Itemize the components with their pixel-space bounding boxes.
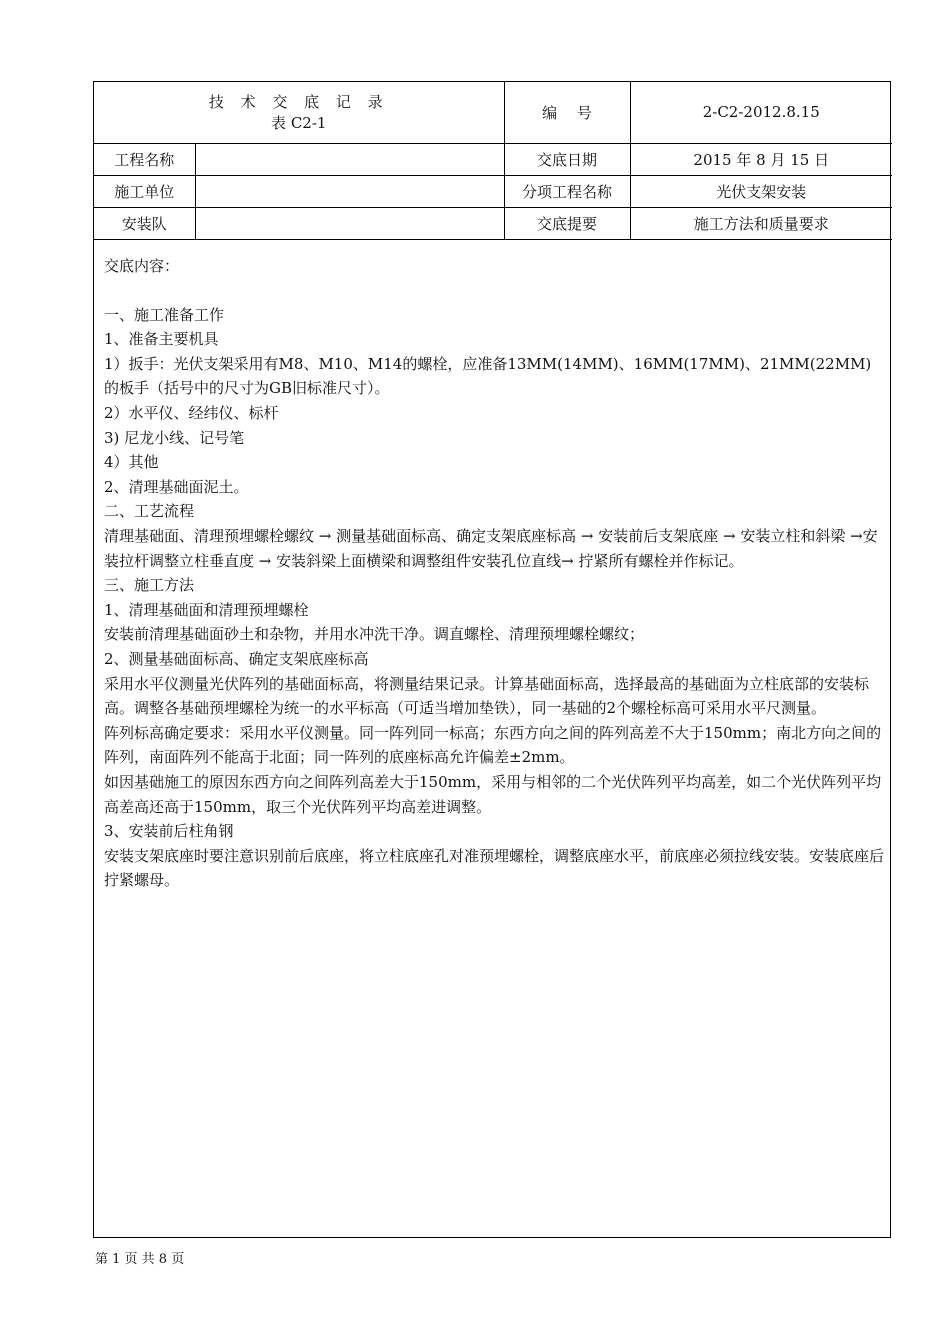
disclosure-content	[94, 240, 890, 893]
content-line: 4）其他	[104, 453, 159, 472]
summary-value: 施工方法和质量要求	[630, 207, 892, 239]
page-footer: 第 1 页 共 8 页	[95, 1252, 185, 1267]
header-table	[94, 82, 892, 240]
content-line: 2、测量基础面标高、确定支架底座标高	[104, 650, 369, 668]
content-line: 清理基础面、清理预埋螺栓螺纹 → 测量基础面标高、确定支架底座标高 → 安装前后支架底座 → 安装立柱和斜梁 →安装拉杆调整立柱垂直度 → 安装斜梁上面横梁和调整组件安装孔位直线→ 拧紧所有螺栓并作标记。	[104, 527, 878, 570]
construction-unit-label: 施工单位	[94, 175, 195, 207]
construction-unit-value	[195, 175, 504, 207]
content-line: 如因基础施工的原因东西方向之间阵列高差大于150mm，采用与相邻的二个光伏阵列平均高差，如二个光伏阵列平均高差高还高于150mm，取三个光伏阵列平均高差进调整。	[104, 772, 882, 816]
content-line: 安装前清理基础面砂土和杂物，并用水冲洗干净。调直螺栓、清理预埋螺栓螺纹；	[104, 625, 645, 644]
content-line: 2）水平仪、经纬仪、标杆	[104, 404, 279, 423]
content-line: 1）扳手：光伏支架采用有M8、M10、M14的螺栓，应准备13MM(14MM)、16MM(17MM)、21MM(22MM)的板手（括号中的尺寸为GB旧标准尺寸）。	[104, 354, 872, 398]
form-title-cell	[94, 82, 504, 143]
content-line: 3、安装前后柱角钢	[104, 822, 234, 841]
form-code: 表 C2-1	[271, 114, 327, 133]
sub-project-value: 光伏支架安装	[630, 175, 892, 207]
content-line: 1、准备主要机具	[104, 330, 219, 349]
disclosure-record-form	[93, 81, 891, 1238]
content-line: 安装支架底座时要注意识别前后底座，将立柱底座孔对准预埋螺栓，调整底座水平，前底座必须拉线安装。安装底座后拧紧螺母。	[104, 846, 885, 890]
content-line: 1、清理基础面和清理预埋螺栓	[104, 600, 309, 619]
content-line: 一、施工准备工作	[104, 305, 225, 324]
content-line: 采用水平仪测量光伏阵列的基础面标高，将测量结果记录。计算基础面标高，选择最高的基础面为立柱底部的安装标高。调整各基础预埋螺栓为统一的水平标高（可适当增加垫铁），同一基础的2个螺栓标高可采用水平尺测量。	[104, 674, 870, 718]
install-team-label: 安装队	[94, 207, 195, 239]
install-team-value	[195, 207, 504, 239]
disclosure-date-value: 2015 年 8 月 15 日	[630, 143, 892, 175]
disclosure-date-label: 交底日期	[504, 143, 630, 175]
content-line: 三、施工方法	[104, 576, 195, 595]
content-line: 3) 尼龙小线、记号笔	[104, 428, 245, 447]
content-line: 阵列标高确定要求：采用水平仪测量。同一阵列同一标高；东西方向之间的阵列高差不大于150mm；南北方向之间的阵列，南面阵列不能高于北面；同一阵列的底座标高允许偏差±2mm。	[104, 723, 882, 767]
sub-project-label: 分项工程名称	[504, 175, 630, 207]
project-name-label: 工程名称	[94, 143, 195, 175]
content-line: 2、清理基础面泥土。	[104, 477, 249, 496]
number-label: 编 号	[504, 82, 630, 143]
project-name-value	[195, 143, 504, 175]
summary-label: 交底提要	[504, 207, 630, 239]
content-heading: 交底内容：	[104, 256, 180, 275]
content-spacer	[104, 278, 884, 303]
content-line: 二、工艺流程	[104, 502, 195, 521]
form-title: 技 术 交 底 记 录	[208, 93, 389, 112]
number-value: 2-C2-2012.8.15	[630, 82, 892, 143]
